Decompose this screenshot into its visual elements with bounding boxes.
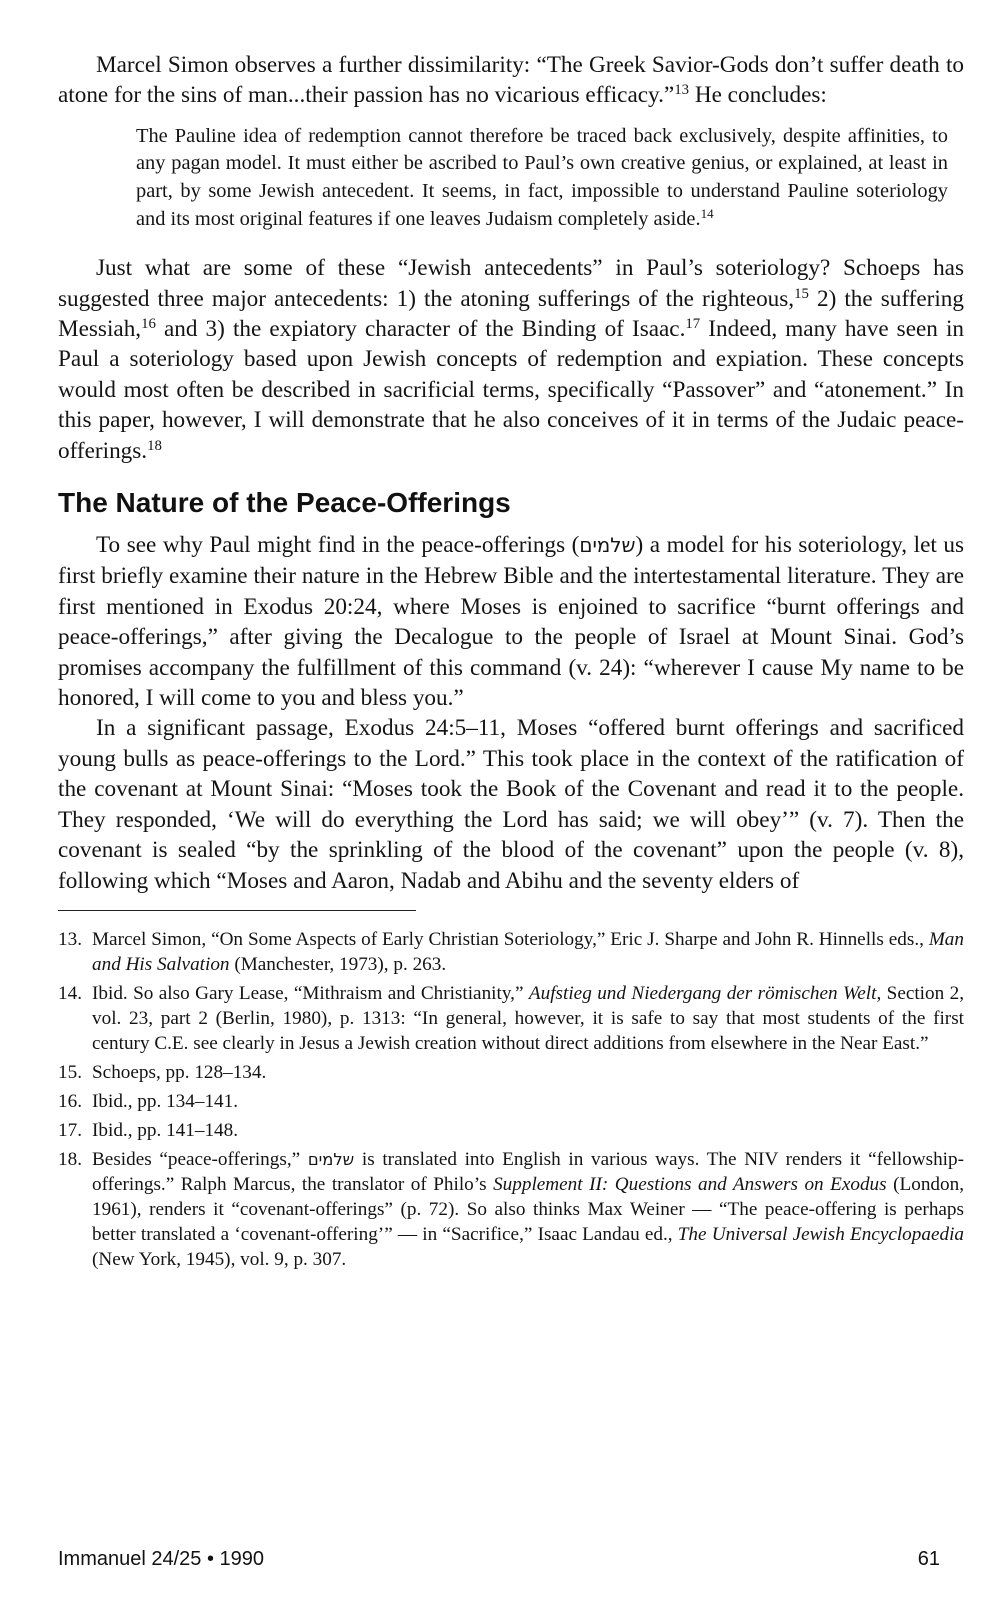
footnote-14 <box>58 981 964 1056</box>
page-content <box>58 50 964 1276</box>
footnote-ref-14[interactable]: 14 <box>700 205 714 221</box>
footnote-number: 18. <box>58 1148 82 1170</box>
footnote-text: Schoeps, pp. 128–134. <box>92 1061 267 1083</box>
footnote-text: Marcel Simon, “On Some Aspects of Early Christian Soteriology,” Eric J. Sharpe and John R. Hinnells eds., Man and His Salvation (Manchester, 1973), p. 263. <box>92 928 964 975</box>
page-number: 61 <box>917 1548 940 1570</box>
section-heading: The Nature of the Peace-Offerings <box>58 487 511 519</box>
footnote-ref-15[interactable]: 15 <box>794 285 809 302</box>
footnote-ref-18[interactable]: 18 <box>147 437 162 454</box>
footnote-divider <box>58 910 416 911</box>
page-footer <box>58 1548 940 1571</box>
footnote-ref-17[interactable]: 17 <box>685 315 701 332</box>
footnote-number: 16. <box>58 1090 82 1112</box>
hebrew-word: שלמים <box>579 534 636 558</box>
footnote-15 <box>58 1060 964 1085</box>
footnote-text: Ibid., pp. 134–141. <box>92 1090 239 1112</box>
journal-citation: Immanuel 24/25 • 1990 <box>58 1548 265 1570</box>
body-paragraph-2: Just what are some of these “Jewish antecedents” in Paul’s soteriology? Schoeps has suggested three major antecedents: 1) the atoning sufferings of the righteous,$^{15}$ 2) the suffering Messiah,$^{16}$ and 3) the expiatory character of the Binding of Isaac.$^{17}$ Indeed, many have seen in Paul a soteriology based upon Jewish concepts of redemption and expiation. These concepts would most often be described in sacrificial terms, specifically “Passover” and “atonement.” In this paper, however, I will demonstrate that he also conceives of it in terms of the Judaic peace-offerings.$^{18}$ <box>58 255 964 464</box>
body-paragraph-4: In a significant passage, Exodus 24:5–11, Moses “offered burnt offerings and sacrificed young bulls as peace-offerings to the Lord.” This took place in the context of the ratification of the covenant at Mount Sinai: “Moses took the Book of the Covenant and read it to the people. They responded, ‘We will do everything the Lord has said; we will obey’” (v. 7). Then the covenant is sealed “by the sprinkling of the blood of the covenant” upon the people (v. 8), following which “Moses and Aaron, Nadab and Abihu and the seventy elders of <box>58 715 964 894</box>
footnote-text: Ibid. So also Gary Lease, “Mithraism and Christianity,” Aufstieg und Niedergang der römischen Welt, Section 2, vol. 23, part 2 (Berlin, 1980), p. 1313: “In general, however, it is safe to say that most students of the first century C.E. see clearly in Jesus a Jewish creation without direct additions from elsewhere in the Near East.” <box>92 982 965 1054</box>
footnote-number: 13. <box>58 928 82 950</box>
footnote-number: 17. <box>58 1119 82 1141</box>
footnote-18 <box>58 1147 964 1272</box>
footnote-text: Ibid., pp. 141–148. <box>92 1119 239 1141</box>
footnote-16 <box>58 1089 964 1114</box>
footnote-text: Besides “peace-offerings,” שלמים is translated into English in various ways. The NIV renders it “fellowship-offerings.” Ralph Marcus, the translator of Philo’s Supplement II: Questions and Answers on Exodus (London, 1961), renders it “covenant-offerings” (p. 72). So also thinks Max Weiner — “The peace-offering is perhaps better translated a ‘covenant-offering’” — in “Sacrifice,” Isaac Landau ed., The Universal Jewish Encyclopaedia (New York, 1945), vol. 9, p. 307. <box>92 1148 964 1270</box>
footnote-13 <box>58 927 964 977</box>
hebrew-word: שלמים <box>307 1149 355 1169</box>
footnote-number: 15. <box>58 1061 82 1083</box>
body-paragraph-3: To see why Paul might find in the peace-offerings (שלמים) a model for his soteriology, let us first briefly examine their nature in the Hebrew Bible and the intertestamental literature. They are first mentioned in Exodus 20:24, where Moses is enjoined to sacrifice “burnt offerings and peace-offerings,” after giving the Decalogue to the people of Israel at Mount Sinai. God’s promises accompany the fulfillment of this command (v. 24): “wherever I cause My name to be honored, I will come to you and bless you.” <box>58 532 965 712</box>
footnote-number: 14. <box>58 982 82 1004</box>
footnote-ref-13[interactable]: 13 <box>674 82 690 99</box>
body-paragraph-1: Marcel Simon observes a further dissimilarity: “The Greek Savior-Gods don’t suffer death to atone for the sins of man...their passion has no vicarious efficacy.”$^{13}$ He concludes: <box>58 52 964 109</box>
block-quote: The Pauline idea of redemption cannot therefore be traced back exclusively, despite affinities, to any pagan model. It must either be ascribed to Paul’s own creative genius, or explained, at least in part, by some Jewish antecedent. It seems, in fact, impossible to understand Pauline soteriology and its most original features if one leaves Judaism completely aside.$^{14}$ <box>136 124 948 230</box>
footnote-ref-16[interactable]: 16 <box>141 315 156 332</box>
footnote-17 <box>58 1118 964 1143</box>
